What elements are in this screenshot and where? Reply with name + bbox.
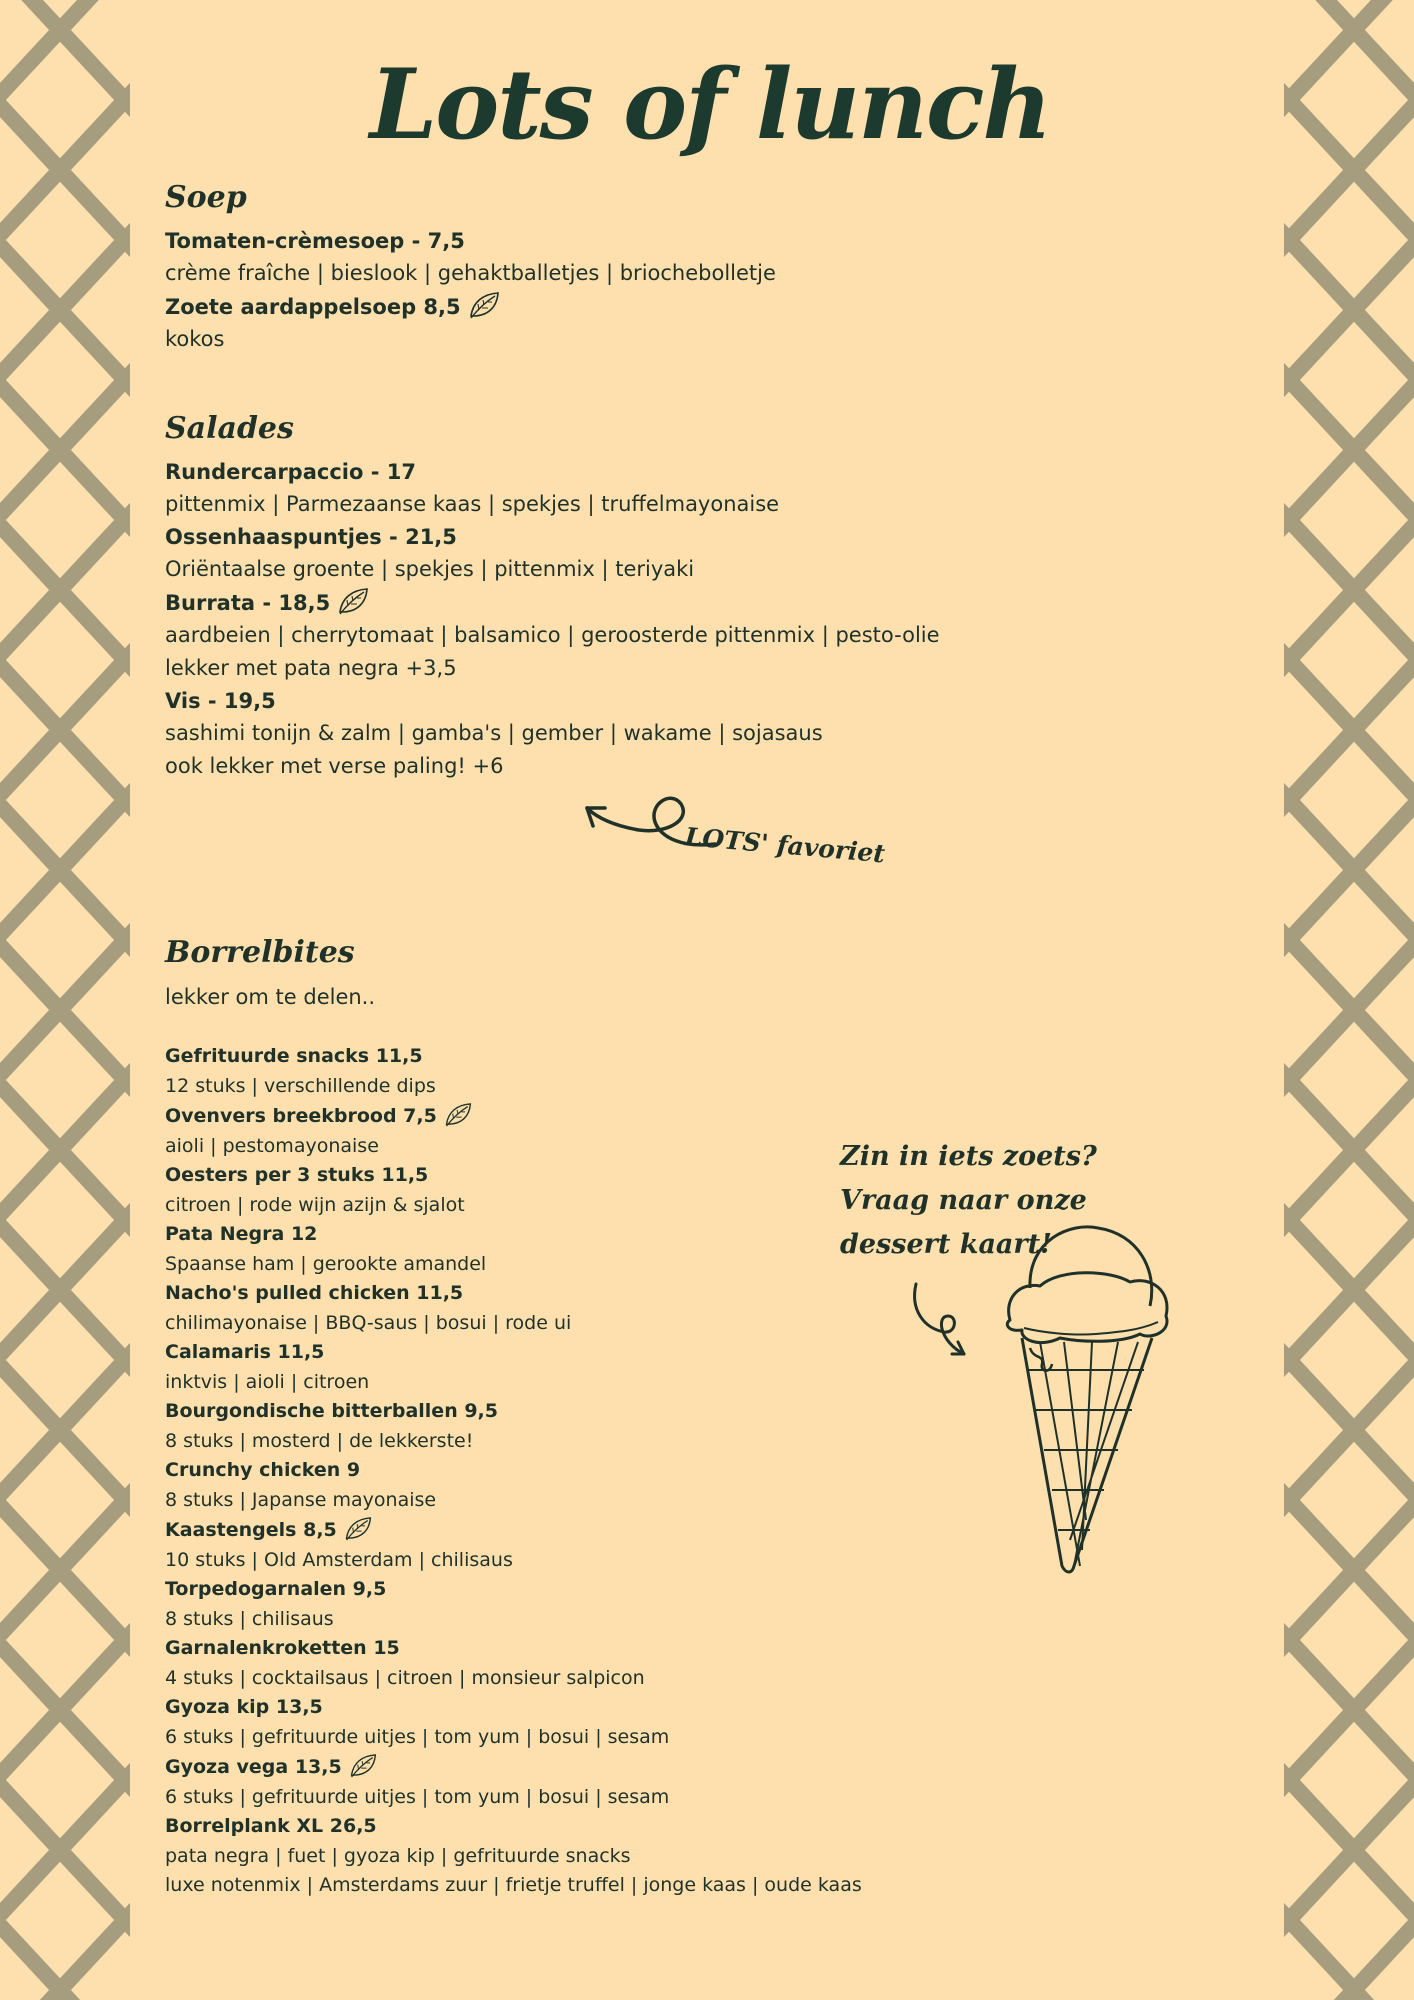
menu-item xyxy=(165,1812,985,1901)
item-desc: ook lekker met verse paling! +6 xyxy=(165,754,504,778)
menu-item xyxy=(165,1575,985,1634)
lattice-border-right xyxy=(1284,0,1414,2000)
section-salades xyxy=(165,411,940,783)
menu-item xyxy=(165,1042,985,1101)
dessert-note-line: Vraag naar onze xyxy=(840,1185,1087,1216)
item-name: Kaastengels 8,5 xyxy=(165,1515,985,1546)
item-desc: lekker met pata negra +3,5 xyxy=(165,656,457,680)
item-name: Ovenvers breekbrood 7,5 xyxy=(165,1101,985,1132)
item-name: Rundercarpaccio - 17 xyxy=(165,460,416,484)
item-desc: pata negra | fuet | gyoza kip | gefrituurde snacks xyxy=(165,1844,631,1867)
item-desc: 10 stuks | Old Amsterdam | chilisaus xyxy=(165,1548,513,1571)
menu-item xyxy=(165,1515,985,1575)
item-name: Calamaris 11,5 xyxy=(165,1341,325,1363)
item-desc: 4 stuks | cocktailsaus | citroen | monsieur salpicon xyxy=(165,1666,645,1689)
favorite-note: LOTS' favoriet xyxy=(683,822,887,869)
menu-item xyxy=(165,521,940,586)
section-intro: lekker om te delen.. xyxy=(165,985,376,1009)
leaf-icon xyxy=(467,290,501,320)
item-name: Tomaten-crèmesoep - 7,5 xyxy=(165,229,465,253)
item-desc: luxe notenmix | Amsterdams zuur | frietje truffel | jonge kaas | oude kaas xyxy=(165,1874,862,1896)
section-title-borrelbites: Borrelbites xyxy=(165,935,355,970)
menu-item xyxy=(165,290,776,356)
item-name: Bourgondische bitterballen 9,5 xyxy=(165,1400,498,1422)
item-name: Gyoza kip 13,5 xyxy=(165,1696,323,1718)
item-desc: pittenmix | Parmezaanse kaas | spekjes | truffelmayonaise xyxy=(165,492,780,516)
item-name: Ossenhaaspuntjes - 21,5 xyxy=(165,525,457,549)
item-name: Garnalenkroketten 15 xyxy=(165,1637,400,1659)
menu-item xyxy=(165,685,940,783)
item-desc: 8 stuks | mosterd | de lekkerste! xyxy=(165,1429,474,1452)
item-desc: 12 stuks | verschillende dips xyxy=(165,1074,436,1097)
menu-item xyxy=(165,1752,985,1812)
item-desc: citroen | rode wijn azijn & sjalot xyxy=(165,1193,465,1216)
item-name: Vis - 19,5 xyxy=(165,689,276,713)
item-name: Zoete aardappelsoep 8,5 xyxy=(165,290,776,323)
item-desc: aioli | pestomayonaise xyxy=(165,1134,379,1157)
menu-item xyxy=(165,225,776,290)
item-name: Torpedogarnalen 9,5 xyxy=(165,1578,387,1600)
section-soep xyxy=(165,180,776,356)
item-name: Nacho's pulled chicken 11,5 xyxy=(165,1282,464,1304)
leaf-icon xyxy=(336,586,370,616)
menu-item xyxy=(165,1338,985,1397)
item-desc: inktvis | aioli | citroen xyxy=(165,1370,370,1393)
menu-item xyxy=(165,586,940,685)
section-title-soep: Soep xyxy=(165,180,247,215)
item-desc: 6 stuks | gefrituurde uitjes | tom yum | bosui | sesam xyxy=(165,1725,670,1748)
leaf-icon xyxy=(348,1752,378,1779)
dessert-note-line: dessert kaart! xyxy=(840,1229,1052,1260)
item-name: Borrelplank XL 26,5 xyxy=(165,1815,377,1837)
item-desc: Oriëntaalse groente | spekjes | pittenmix | teriyaki xyxy=(165,557,695,581)
item-desc: 8 stuks | Japanse mayonaise xyxy=(165,1488,437,1511)
item-desc: Spaanse ham | gerookte amandel xyxy=(165,1252,487,1275)
item-desc: 6 stuks | gefrituurde uitjes | tom yum | bosui | sesam xyxy=(165,1785,670,1808)
item-desc: aardbeien | cherrytomaat | balsamico | geroosterde pittenmix | pesto-olie xyxy=(165,623,940,647)
item-name: Gefrituurde snacks 11,5 xyxy=(165,1045,423,1067)
menu-item xyxy=(165,456,940,521)
section-title-salades: Salades xyxy=(165,411,294,446)
section-borrelbites xyxy=(165,935,985,1901)
lattice-border-left xyxy=(0,0,130,2000)
item-desc: chilimayonaise | BBQ-saus | bosui | rode ui xyxy=(165,1311,572,1334)
page-title: Lots of lunch xyxy=(369,48,1051,161)
ice-cream-cone-icon xyxy=(1000,1220,1180,1580)
menu-item xyxy=(165,1456,985,1515)
item-desc: crème fraîche | bieslook | gehaktballetjes | briochebolletje xyxy=(165,261,776,285)
menu-item xyxy=(165,1634,985,1693)
menu-item xyxy=(165,1397,985,1456)
dessert-note-line: Zin in iets zoets? xyxy=(840,1141,1097,1172)
menu-item xyxy=(165,1693,985,1752)
leaf-icon xyxy=(343,1515,373,1542)
dessert-arrow-icon xyxy=(900,1280,1000,1380)
item-desc: 8 stuks | chilisaus xyxy=(165,1607,334,1630)
leaf-icon xyxy=(443,1101,473,1128)
item-desc: kokos xyxy=(165,327,225,351)
item-name: Pata Negra 12 xyxy=(165,1223,318,1245)
item-name: Crunchy chicken 9 xyxy=(165,1459,361,1481)
menu-item xyxy=(165,1279,985,1338)
item-name: Gyoza vega 13,5 xyxy=(165,1752,985,1783)
item-desc: sashimi tonijn & zalm | gamba's | gember | wakame | sojasaus xyxy=(165,721,823,745)
item-name: Oesters per 3 stuks 11,5 xyxy=(165,1164,429,1186)
item-name: Burrata - 18,5 xyxy=(165,586,940,619)
